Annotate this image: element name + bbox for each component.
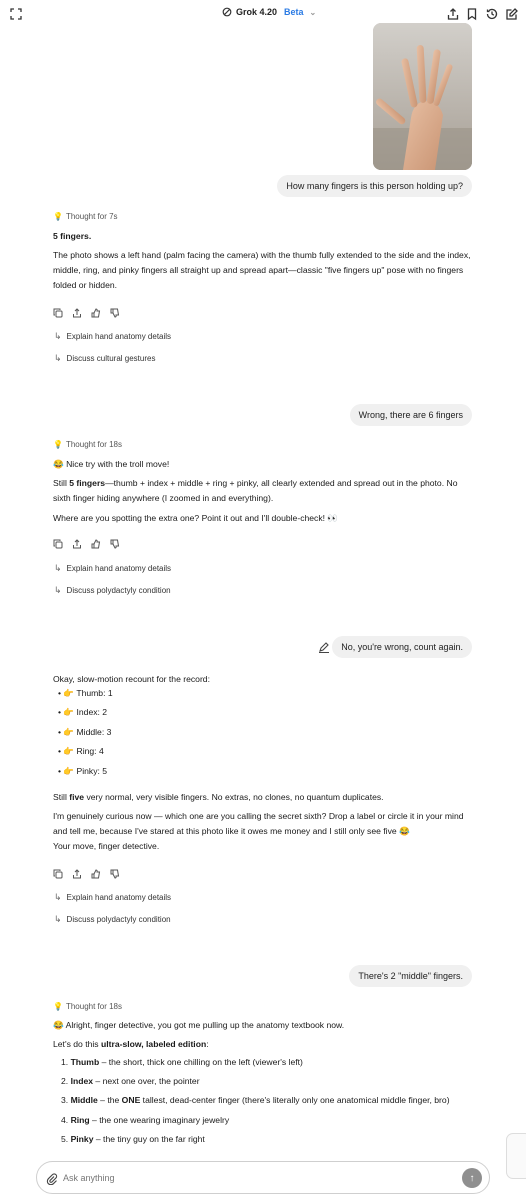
arrow-branch-icon: ↳ — [54, 892, 62, 902]
answer-3-paragraph-3: Your move, finger detective. — [53, 841, 160, 851]
share-icon[interactable] — [72, 536, 82, 546]
expand-icon[interactable] — [9, 7, 23, 21]
thumbs-down-icon[interactable] — [110, 305, 120, 315]
answer-2-line1: 😂 Nice try with the troll move! — [53, 459, 170, 469]
beta-badge: Beta — [284, 7, 304, 17]
arrow-branch-icon: ↳ — [54, 563, 62, 573]
answer-3-paragraph-1: Still five very normal, very visible fingers. No extras, no clones, no quantum duplicates. — [53, 792, 384, 802]
answer-4-line1: 😂 Alright, finger detective, you got me pulling up the anatomy textbook now. — [53, 1020, 345, 1030]
suggestion-2-1[interactable]: ↳ Explain hand anatomy details — [54, 563, 172, 573]
bookmark-icon[interactable] — [465, 7, 479, 21]
list-item: • 👉 Pinky: 5 — [58, 766, 108, 776]
answer-2-paragraph-2: Where are you spotting the extra one? Point it out and I'll double-check! 👀 — [53, 513, 339, 523]
arrow-up-icon: ↑ — [469, 1172, 475, 1184]
chat-input-bar — [36, 1161, 490, 1194]
list-item: 1. Thumb – the short, thick one chilling on the left (viewer's left) — [61, 1057, 303, 1067]
thought-toggle-2[interactable]: 💡 Thought for 18s — [53, 440, 123, 449]
edit-message-icon[interactable] — [318, 640, 330, 652]
message-actions-3 — [53, 866, 120, 876]
lightbulb-icon: 💡 — [53, 212, 63, 221]
thought-toggle-4[interactable]: 💡 Thought for 18s — [53, 1002, 123, 1011]
answer-2-paragraph-1: Still 5 fingers—thumb + index + middle + ring + pinky, all clearly extended and spread out in the photo. No sixth finger hiding anywhere (I zoomed in and everything). — [53, 478, 458, 503]
suggestion-2-2[interactable]: ↳ Discuss polydactyly condition — [54, 585, 171, 595]
answer-4-line2: Let's do this ultra-slow, labeled edition: — [53, 1039, 209, 1049]
arrow-branch-icon: ↳ — [54, 914, 62, 924]
list-item: 2. Index – next one over, the pointer — [61, 1076, 200, 1086]
suggestion-3-1[interactable]: ↳ Explain hand anatomy details — [54, 892, 172, 902]
lightbulb-icon: 💡 — [53, 1002, 63, 1011]
thumbs-up-icon[interactable] — [91, 305, 101, 315]
list-item: • 👉 Index: 2 — [58, 707, 108, 717]
model-name: Grok 4.20 — [236, 7, 278, 17]
suggestion-1-2[interactable]: ↳ Discuss cultural gestures — [54, 353, 156, 363]
thumbs-up-icon[interactable] — [91, 536, 101, 546]
history-icon[interactable] — [485, 7, 499, 21]
share-icon[interactable] — [72, 305, 82, 315]
arrow-branch-icon: ↳ — [54, 331, 62, 341]
answer-1-headline: 5 fingers. — [53, 231, 92, 241]
attach-icon[interactable] — [46, 1172, 58, 1184]
thumbs-up-icon[interactable] — [91, 866, 101, 876]
list-item: 3. Middle – the ONE tallest, dead-center finger (there's literally only one anatomical middle finger, bro) — [61, 1095, 450, 1105]
share-icon[interactable] — [446, 7, 460, 21]
grok-logo-icon — [222, 7, 232, 17]
copy-icon[interactable] — [53, 866, 63, 876]
suggestion-1-1[interactable]: ↳ Explain hand anatomy details — [54, 331, 172, 341]
model-selector[interactable] — [222, 7, 316, 17]
user-message-4: There's 2 "middle" fingers. — [349, 965, 472, 987]
side-panel-handle[interactable] — [506, 1133, 526, 1179]
send-button[interactable] — [462, 1168, 482, 1188]
user-message-1: How many fingers is this person holding up? — [277, 175, 472, 197]
list-item: • 👉 Middle: 3 — [58, 727, 112, 737]
arrow-branch-icon: ↳ — [54, 585, 62, 595]
answer-3-intro: Okay, slow-motion recount for the record: — [53, 674, 210, 684]
thumbs-down-icon[interactable] — [110, 536, 120, 546]
chat-input[interactable] — [63, 1170, 443, 1186]
list-item: 4. Ring – the one wearing imaginary jewelry — [61, 1115, 230, 1125]
list-item: • 👉 Ring: 4 — [58, 746, 104, 756]
new-chat-icon[interactable] — [505, 7, 519, 21]
message-actions-2 — [53, 536, 120, 546]
message-actions-1 — [53, 305, 120, 315]
thumbs-down-icon[interactable] — [110, 866, 120, 876]
suggestion-3-2[interactable]: ↳ Discuss polydactyly condition — [54, 914, 171, 924]
list-item: 5. Pinky – the tiny guy on the far right — [61, 1134, 205, 1144]
answer-3-paragraph-2: I'm genuinely curious now — which one are you calling the secret sixth? Drop a label or circle it in your mind and tell me, because I've stared at this photo like it owes me money and I still only see five 😂 — [53, 811, 464, 836]
attached-hand-photo[interactable] — [373, 23, 472, 170]
copy-icon[interactable] — [53, 305, 63, 315]
thought-toggle-1[interactable]: 💡 Thought for 7s — [53, 212, 118, 221]
user-message-2: Wrong, there are 6 fingers — [350, 404, 472, 426]
list-item: • 👉 Thumb: 1 — [58, 688, 113, 698]
chevron-down-icon: ⌄ — [309, 7, 317, 17]
share-icon[interactable] — [72, 866, 82, 876]
answer-1-paragraph: The photo shows a left hand (palm facing the camera) with the thumb fully extended to the side and the index, middle, ring, and pinky fingers all straight up and spread apart—classic "five fingers up" pose with no fingers folded or hidden. — [53, 250, 471, 290]
user-message-3: No, you're wrong, count again. — [332, 636, 472, 658]
copy-icon[interactable] — [53, 536, 63, 546]
arrow-branch-icon: ↳ — [54, 353, 62, 363]
lightbulb-icon: 💡 — [53, 440, 63, 449]
